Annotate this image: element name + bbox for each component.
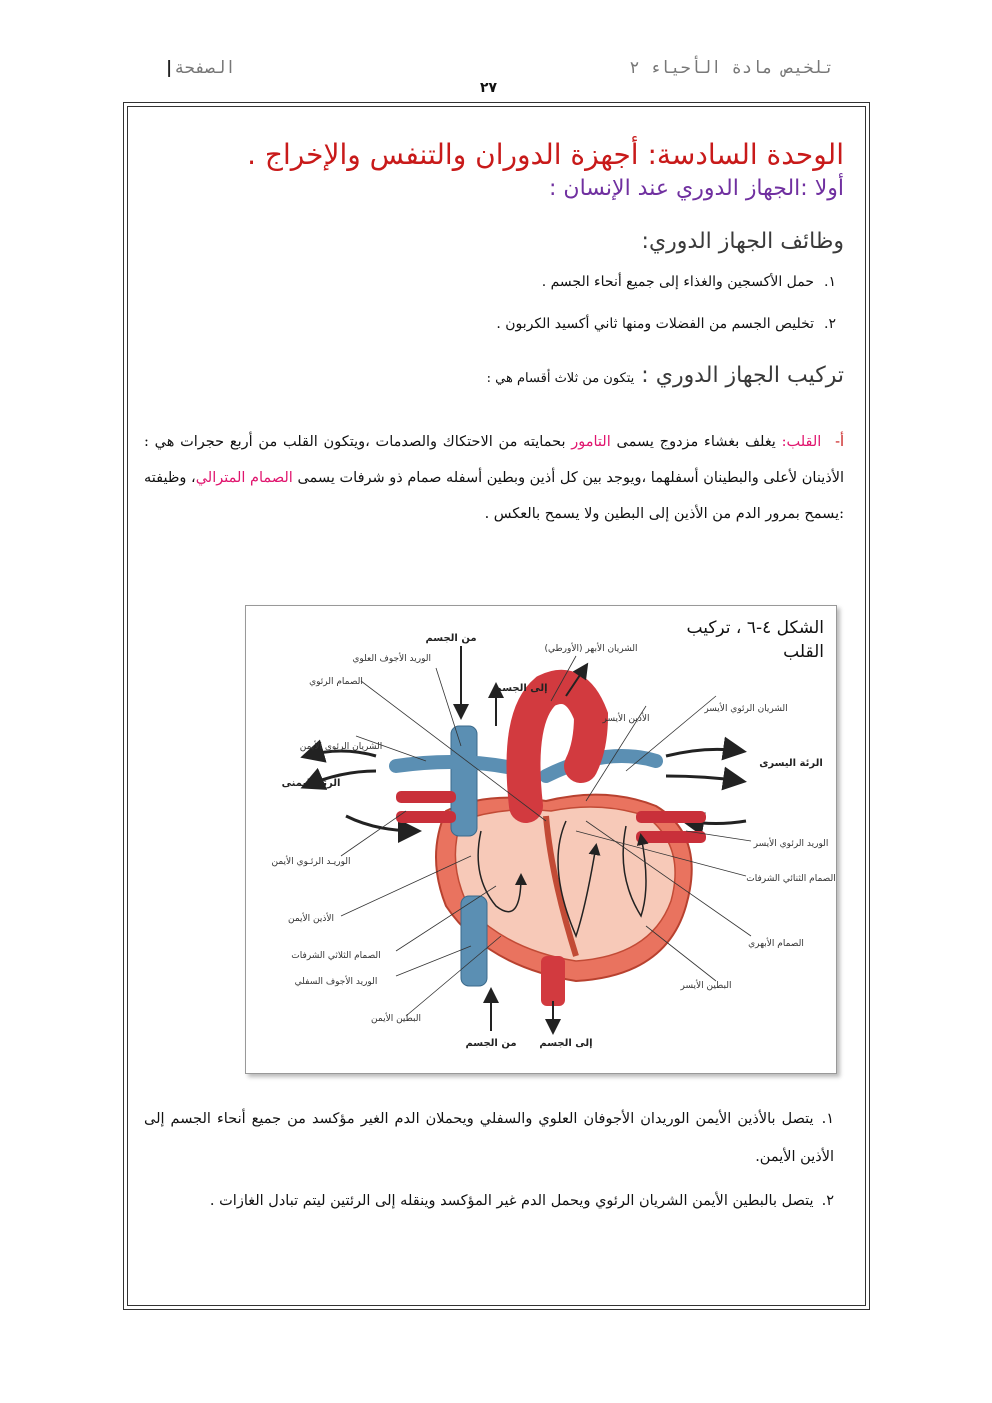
functions-heading: وظائف الجهاز الدوري: xyxy=(641,229,844,254)
function-item-2 xyxy=(496,316,836,332)
list-number: ١. xyxy=(824,274,836,290)
label-tricuspid-valve: الصمام الثلاثي الشرفات xyxy=(291,951,381,961)
label-superior-vena-cava: الوريد الأجوف العلوي xyxy=(352,654,431,664)
term-heart: القلب: xyxy=(781,434,822,450)
list-text: حمل الأكسجين والغذاء إلى جميع أنحاء الجسم . xyxy=(541,274,815,290)
label-left-pulmonary-vein: الوريد الرئوي الأيسر xyxy=(753,839,829,849)
function-item-1 xyxy=(542,274,836,290)
label-mitral-valve: الصمام الثنائي الشرفات xyxy=(746,874,836,884)
label-right-atrium: الأذين الأيمن xyxy=(287,914,335,924)
unit-title: الوحدة السادسة: أجهزة الدوران والتنفس والإخراج . xyxy=(247,138,844,171)
label-from-body-bottom: من الجسم xyxy=(465,1038,517,1049)
heart-diagram xyxy=(246,606,836,1073)
label-right-ventricle: البطين الأيمن xyxy=(371,1014,421,1024)
page-number: ٢٧ xyxy=(480,80,498,96)
label-right-pulmonary-vein: الوريـد الرئـوي الأيمن xyxy=(271,857,351,867)
term-pericardium: التامور xyxy=(571,434,611,450)
label-left-ventricle: البطين الأيسر xyxy=(680,981,732,991)
paragraph-marker: أ- xyxy=(835,434,845,450)
aorta xyxy=(524,687,592,806)
list-text: تخليص الجسم من الفضلات ومنها ثاني أكسيد الكربون . xyxy=(496,316,815,332)
right-pulmonary-vein-2 xyxy=(396,811,456,823)
label-to-body-top: إلى الجسم xyxy=(494,683,548,694)
list-number: ٢. xyxy=(821,1193,834,1209)
arrow-to-left-lung xyxy=(666,749,741,756)
page-label-text: الصفحة xyxy=(174,58,236,78)
structure-colon: : xyxy=(641,363,649,388)
section-subtitle: أولا :الجهاز الدوري عند الإنسان : xyxy=(549,176,844,201)
heart-paragraph xyxy=(144,424,844,532)
label-to-body-bottom: إلى الجسم xyxy=(539,1038,593,1049)
right-pulmonary-vein xyxy=(396,791,456,803)
structure-heading-text: تركيب الجهاز الدوري xyxy=(655,363,844,388)
list-text: يتصل بالبطين الأيمن الشريان الرئوي ويحمل الدم غير المؤكسد وينقله إلى الرئتين ليتم تبادل الغازات . xyxy=(209,1193,814,1209)
descending-aorta xyxy=(541,956,565,1006)
bottom-list-item-1 xyxy=(144,1100,834,1176)
list-text: يتصل بالأذين الأيمن الوريدان الأجوفان العلوي والسفلي ويحملان الدم الغير مؤكسد من جميع أنحاء الجسم إلى الأذين الأيمن. xyxy=(144,1111,834,1165)
label-from-body-top: من الجسم xyxy=(425,633,477,644)
left-pulmonary-vein xyxy=(636,811,706,823)
label-right-lung: الرئة اليمنى xyxy=(281,778,341,789)
structure-heading xyxy=(487,363,844,388)
term-mitral-valve: الصمام المترالي xyxy=(195,470,293,486)
arrow-to-left-lung-2 xyxy=(666,776,741,781)
paragraph-text-1: يغلف بغشاء مزدوج يسمى xyxy=(616,434,776,450)
label-left-pulmonary-artery: الشريان الرئوي الأيسر xyxy=(704,704,788,714)
paragraph-text-3: ، وظيفته :يسمح بمرور الدم من الأذين إلى البطين ولا يسمح بالعكس . xyxy=(143,470,844,522)
label-left-lung: الرئة اليسرى xyxy=(759,758,823,769)
inferior-vena-cava xyxy=(461,896,487,986)
label-right-pulmonary-artery: الشريان الرئوي الأيمن xyxy=(299,742,383,752)
label-aortic-valve: الصمام الأبهري xyxy=(748,939,804,949)
list-number: ١. xyxy=(821,1111,834,1127)
label-inferior-vena-cava: الوريد الأجوف السفلي xyxy=(294,977,378,987)
structure-intro: يتكون من ثلاث أقسام هي : xyxy=(486,371,635,386)
label-left-atrium: الأذين الأيسر xyxy=(602,714,650,724)
label-aorta: الشريان الأبهر (الأورطي) xyxy=(544,644,638,654)
label-pulmonary-valve: الصمام الرئوي xyxy=(309,677,363,687)
paragraph-text-2: بحمايته من الاحتكاك والصدمات ،ويتكون القلب من أربع حجرات هي : الأذينان لأعلى والبطينان أسفلهما ،ويوجد بين كل أذين وبطين أسفله صمام ذو شرفات يسمى xyxy=(144,434,844,486)
list-number: ٢. xyxy=(824,316,836,332)
heart-figure xyxy=(245,605,837,1074)
bottom-list-item-2 xyxy=(144,1182,834,1220)
page-label xyxy=(160,58,236,78)
document-header-title: تلخيص مادة الأحياء ٢ xyxy=(629,58,834,78)
figure-caption: الشكل ٤-٦ ، تركيب القلب xyxy=(686,618,824,662)
header-divider: | xyxy=(164,58,175,78)
